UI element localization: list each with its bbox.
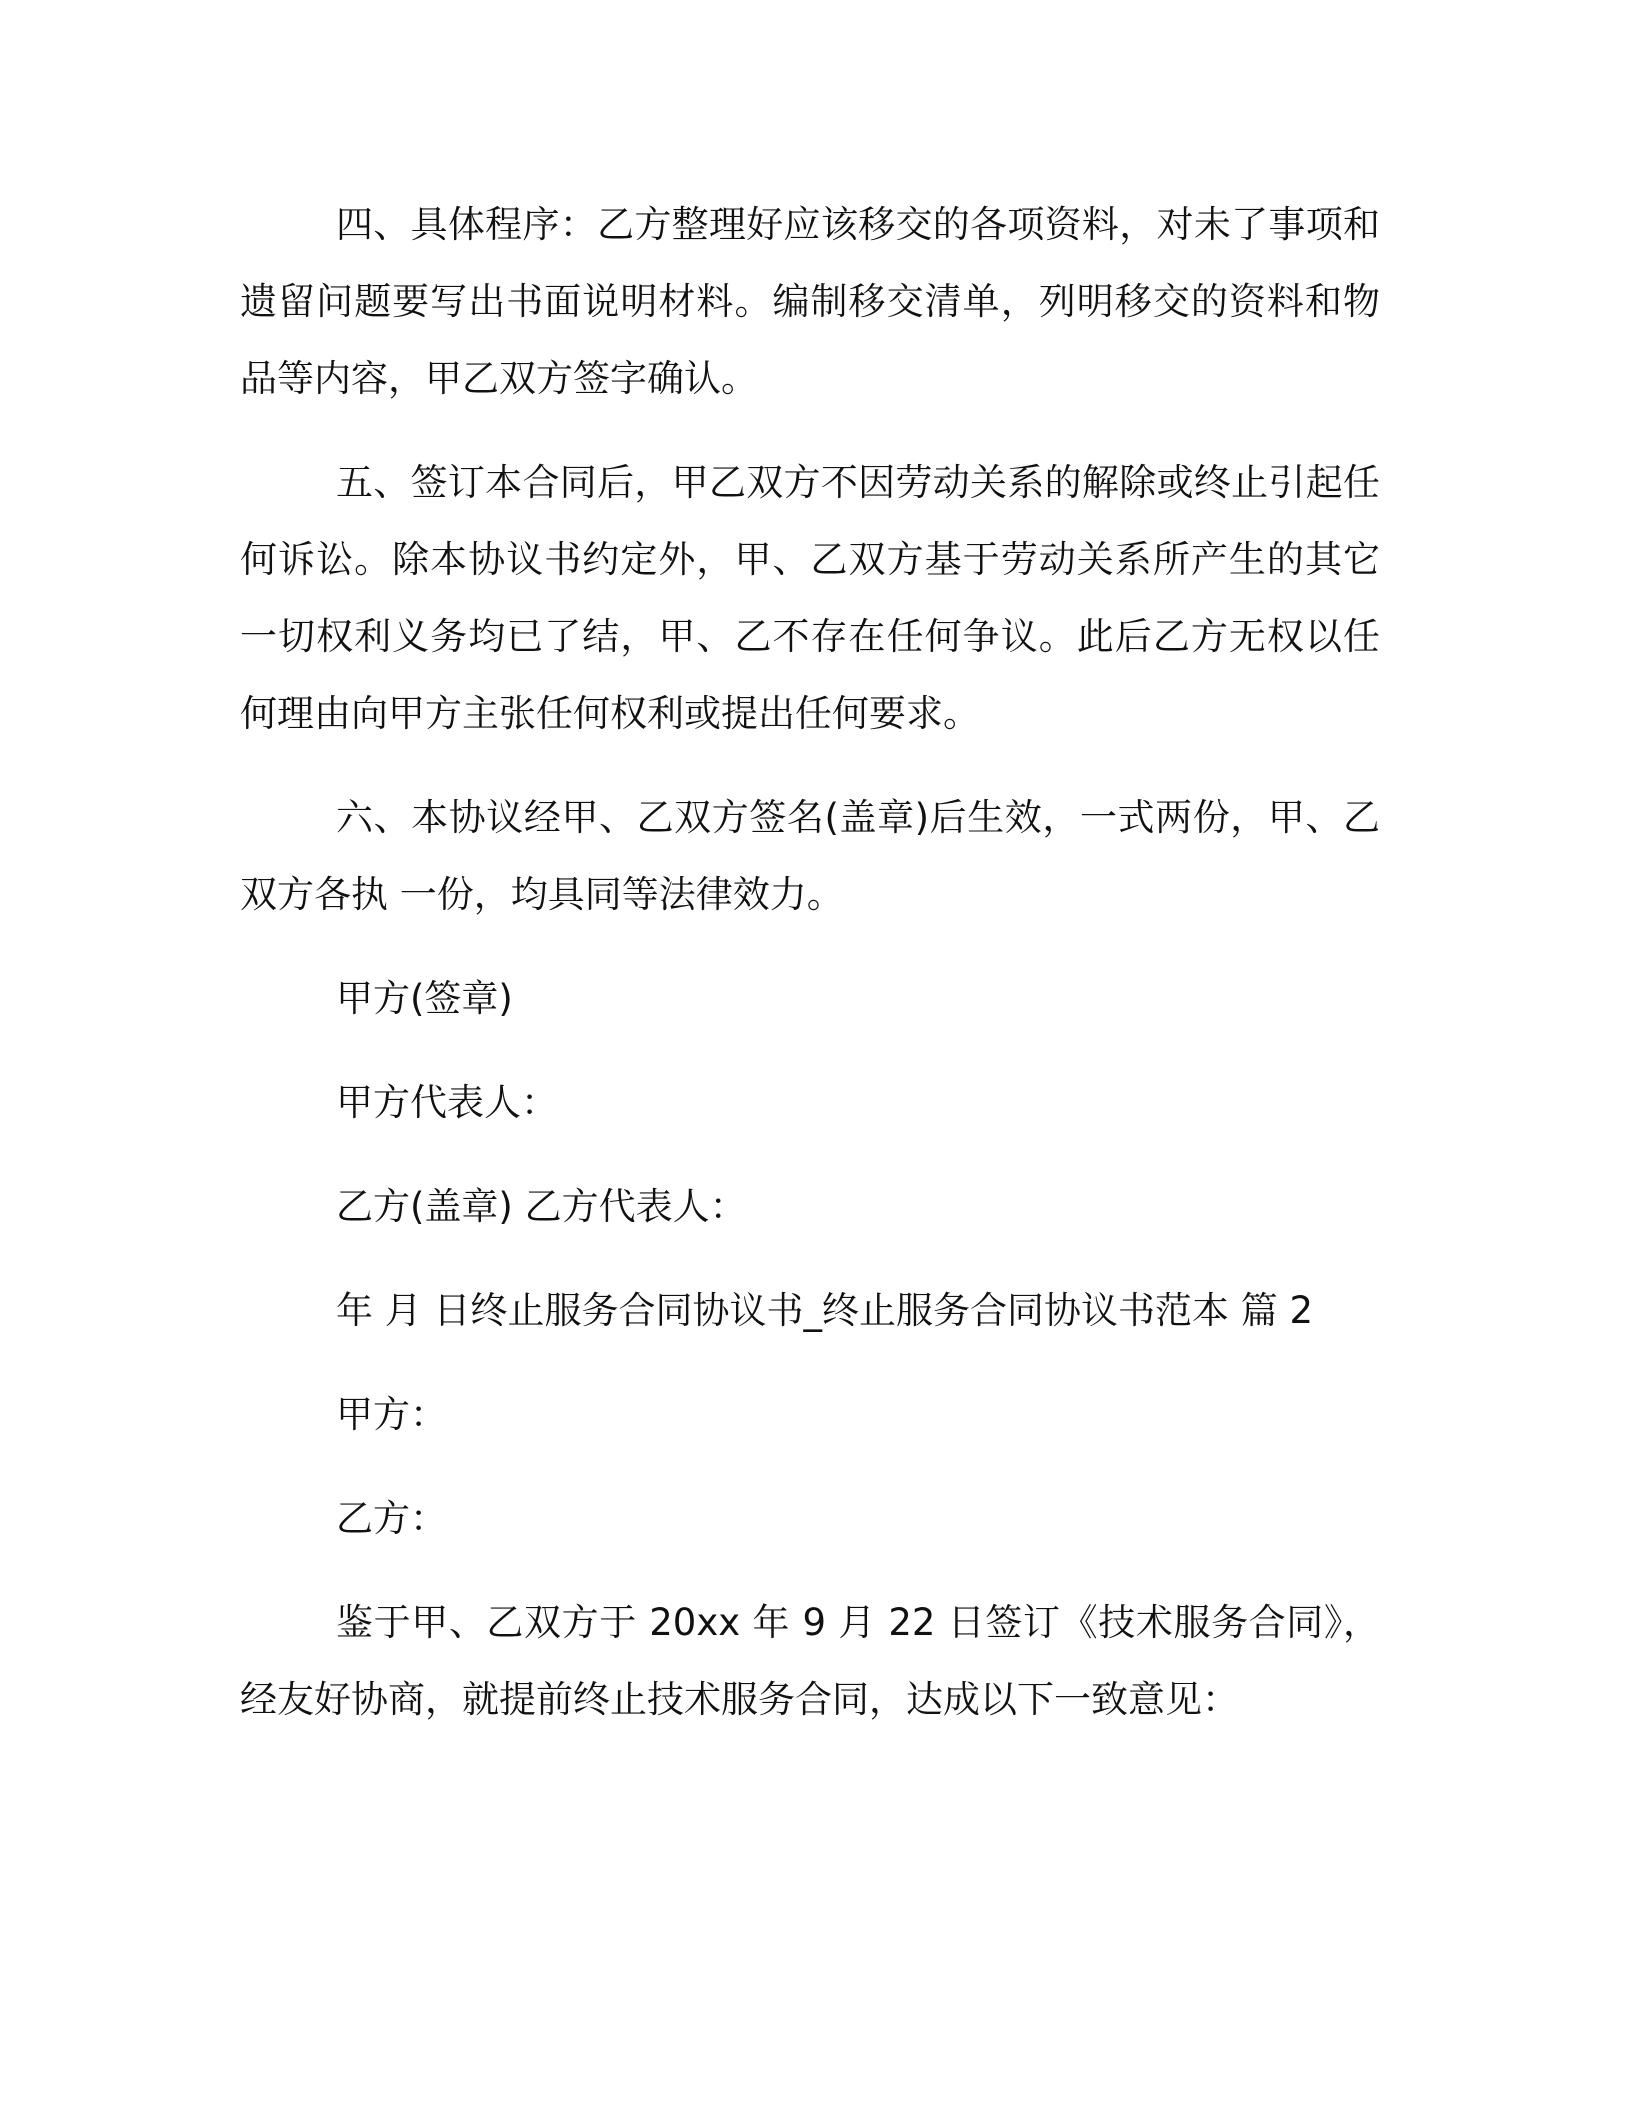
document-body — [240, 186, 1380, 1765]
party-a-seal-line: 甲方(签章) — [336, 977, 513, 1020]
party-a-line: 甲方： — [336, 1393, 447, 1436]
recital-paragraph: 鉴于甲、乙双方于 20xx 年 9 月 22 日签订《技术服务合同》，经友好协商，就提前终止技术服务合同，达成以下一致意见： — [240, 1601, 1380, 1721]
party-a-representative-line: 甲方代表人： — [336, 1081, 558, 1124]
party-b-seal-representative-line: 乙方(盖章) 乙方代表人： — [336, 1185, 747, 1228]
clause-six-effectiveness: 六、本协议经甲、乙双方签名(盖章)后生效，一式两份，甲、乙双方各执 一份，均具同等法律效力。 — [240, 796, 1380, 916]
clause-four-procedure: 四、具体程序：乙方整理好应该移交的各项资料，对未了事项和遗留问题要写出书面说明材料。编制移交清单，列明移交的资料和物品等内容，甲乙双方签字确认。 — [240, 203, 1380, 400]
party-b-line: 乙方： — [336, 1497, 447, 1540]
clause-five-no-litigation: 五、签订本合同后，甲乙双方不因劳动关系的解除或终止引起任何诉讼。除本协议书约定外，甲、乙双方基于劳动关系所产生的其它一切权利义务均已了结，甲、乙不存在任何争议。此后乙方无权以任何理由向甲方主张任何权利或提出任何要求。 — [240, 461, 1380, 735]
date-and-section-title: 年 月 日终止服务合同协议书_终止服务合同协议书范本 篇 2 — [336, 1289, 1314, 1332]
